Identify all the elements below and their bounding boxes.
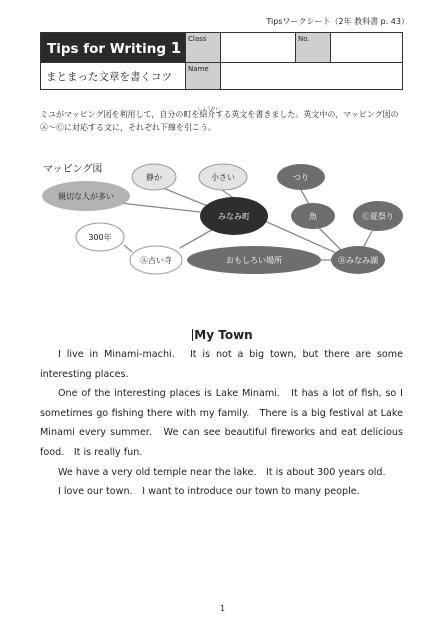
worksheet-subtitle: まとまった文章を書くコツ <box>41 63 186 90</box>
instruction-part-2: 介する英文を書きました。英文中の，マッピング図のⒶ〜Ⓒに対応する文に，それぞれ下線を引こう。 <box>40 110 399 132</box>
page-number: 1 <box>219 604 226 613</box>
node-furuidera: Ⓐ古い寺 <box>140 256 172 265</box>
story-paragraph-1: I live in Minami-machi. It is not a big town, but there are some interesting places. <box>40 349 403 380</box>
story-paragraph-4: I love our town. I want to introduce our town to many people. <box>58 486 360 498</box>
link-furuidera-minamimachi <box>180 228 215 248</box>
worksheet-title-text: Tips for Writing <box>47 40 167 57</box>
link-300-furuidera <box>124 245 132 252</box>
story-paragraph-3: We have a very old temple near the lake. It is about 300 years old. <box>58 466 386 478</box>
node-sakana: 魚 <box>309 212 317 221</box>
link-sakana-minamiko <box>319 228 343 252</box>
class-label: Class <box>186 33 221 63</box>
node-minamimachi: みなみ町 <box>218 212 250 221</box>
worksheet-header-note: Tipsワークシート（2年 教科書 p. 43） <box>266 17 409 26</box>
mapping-diagram-label: マッピング図 <box>43 164 103 175</box>
name-label: Name <box>186 63 221 90</box>
ruby-base: 紹 <box>199 110 208 119</box>
node-shinsetsu: 親切な人が多い <box>58 192 114 201</box>
link-shinsetsu-minamimachi <box>120 203 200 212</box>
story-paragraph-2: One of the interesting places is Lake Minami. It has a lot of fish, so I sometimes go fishing there with my family. There is a big festival at Lake Minami every summer. We can see beautiful fireworks and eat delicious food. It is really fun. <box>40 388 403 458</box>
node-omoshiroi: おもしろい場所 <box>226 256 282 265</box>
story-title: My Town <box>194 328 253 342</box>
story-body <box>40 345 403 502</box>
node-minamiko: Ⓑみなみ湖 <box>338 256 378 265</box>
node-chiisai: 小さい <box>211 173 235 182</box>
ruby-reading: しょうかい <box>197 107 220 112</box>
node-shizuka: 静か <box>146 173 162 182</box>
mapping-diagram <box>0 0 445 300</box>
worksheet-title-number: 1 <box>170 38 182 57</box>
node-tsuri: つり <box>293 173 309 182</box>
node-300: 300年 <box>88 233 112 242</box>
story-title-line <box>0 328 445 342</box>
number-label: No. <box>296 33 331 63</box>
instruction-part-1: ミユがマッピング図を利用して，自分の町を <box>40 110 200 119</box>
node-natsumatsuri: Ⓒ夏祭り <box>362 212 394 221</box>
